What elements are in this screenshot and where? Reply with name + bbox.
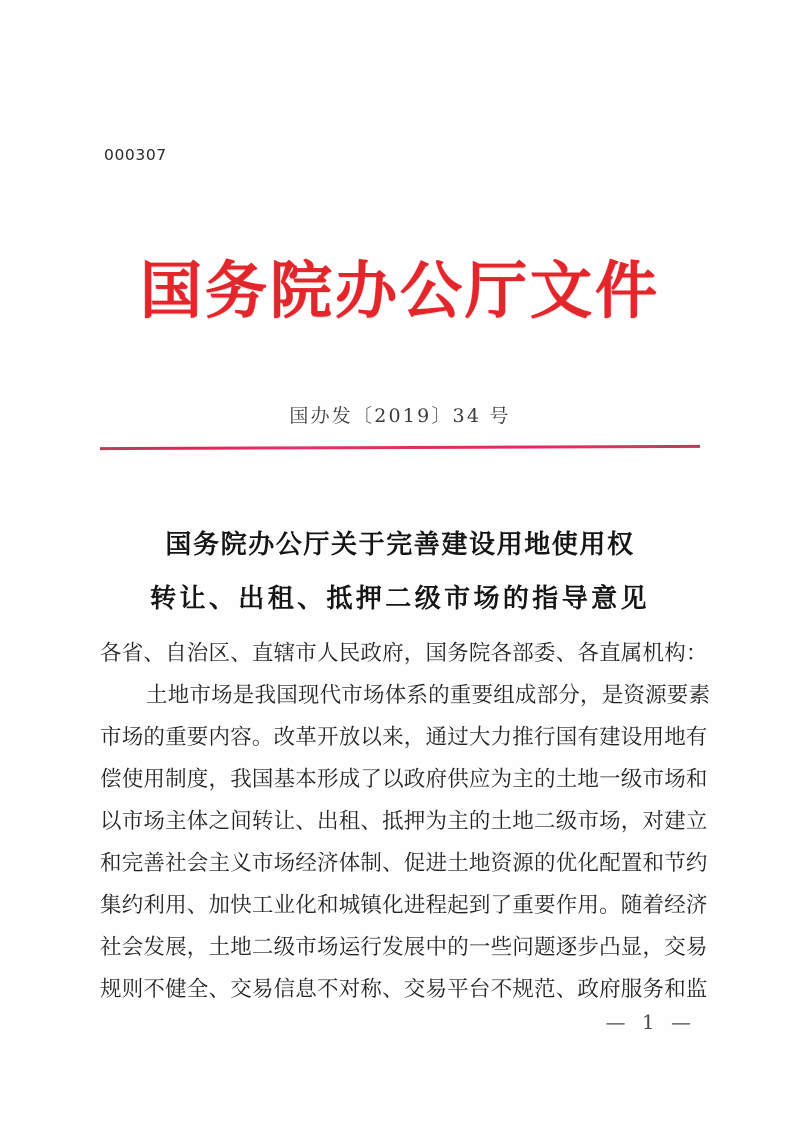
body-line: 集约利用、加快工业化和城镇化进程起到了重要作用。随着经济 xyxy=(100,893,708,918)
masthead-title: 国务院办公厅文件 xyxy=(139,254,660,327)
document-title xyxy=(0,518,800,626)
body-line: 市场的重要内容。改革开放以来，通过大力推行国有建设用地有 xyxy=(100,725,708,750)
archive-number: 000307 xyxy=(104,146,167,164)
body-line: 社会发展，土地二级市场运行发展中的一些问题逐步凸显，交易 xyxy=(100,935,708,960)
title-line-2: 转让、出租、抵押二级市场的指导意见 xyxy=(150,584,650,614)
body-line: 偿使用制度，我国基本形成了以政府供应为主的土地一级市场和 xyxy=(100,767,708,792)
body-line: 各省、自治区、直辖市人民政府，国务院各部委、各直属机构： xyxy=(100,641,708,666)
title-line-1: 国务院办公厅关于完善建设用地使用权 xyxy=(165,530,635,560)
body-text xyxy=(100,633,711,1011)
body-line: 和完善社会主义市场经济体制、促进土地资源的优化配置和节约 xyxy=(100,851,708,876)
page-number-marker: — 1 — xyxy=(605,1010,696,1034)
body-line: 土地市场是我国现代市场体系的重要组成部分，是资源要素 xyxy=(146,683,711,708)
body-line: 规则不健全、交易信息不对称、交易平台不规范、政府服务和监 xyxy=(100,977,708,1002)
red-divider-rule xyxy=(100,445,700,450)
document-serial-number: 国办发〔2019〕34 号 xyxy=(289,405,511,427)
body-line: 以市场主体之间转让、出租、抵押为主的土地二级市场，对建立 xyxy=(100,809,708,834)
